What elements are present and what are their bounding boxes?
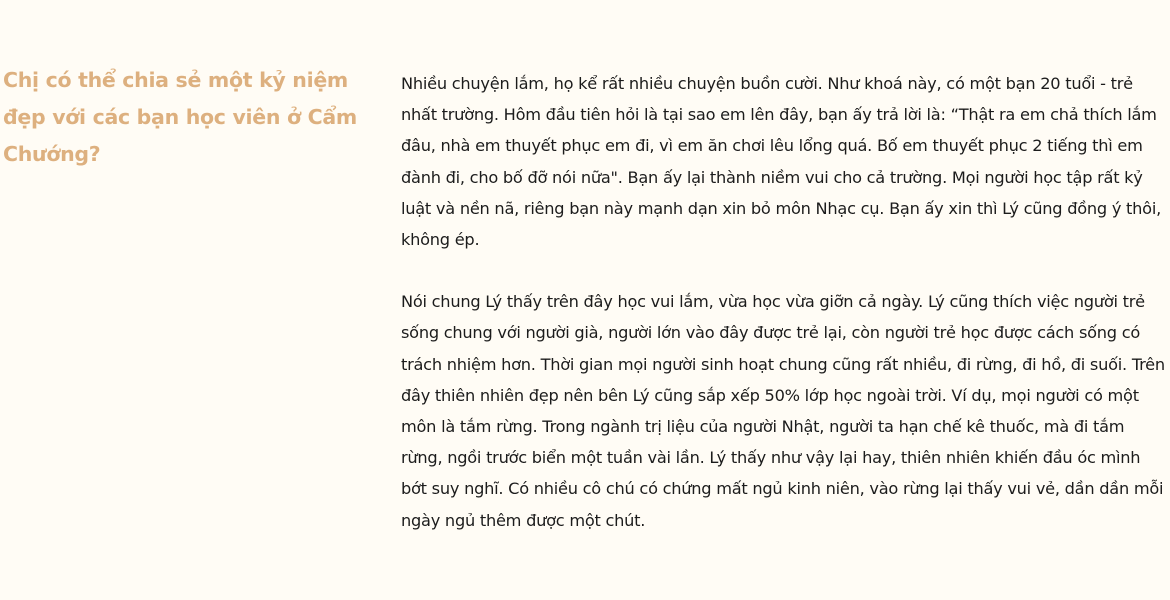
interview-answer [401,68,1167,536]
answer-paragraph: Nhiều chuyện lắm, họ kể rất nhiều chuyện buồn cười. Như khoá này, có một bạn 20 tuổi - trẻ nhất trường. Hôm đầu tiên hỏi là tại sao em lên đây, bạn ấy trả lời là: “Thật ra em chả thích lắm đâu, nhà em thuyết phục em đi, vì em ăn chơi lêu lổng quá. Bố em thuyết phục 2 tiếng thì em đành đi, cho bố đỡ nói nữa". Bạn ấy lại thành niềm vui cho cả trường. Mọi người học tập rất kỷ luật và nền nã, riêng bạn này mạnh dạn xin bỏ môn Nhạc cụ. Bạn ấy xin thì Lý cũng đồng ý thôi, không ép. [401,74,1161,250]
interview-question: Chị có thể chia sẻ một kỷ niệm đẹp với các bạn học viên ở Cẩm Chướng? [3,68,357,166]
answer-paragraph: Nói chung Lý thấy trên đây học vui lắm, vừa học vừa giỡn cả ngày. Lý cũng thích việc người trẻ sống chung với người già, người lớn vào đây được trẻ lại, còn người trẻ học được cách sống có trách nhiệm hơn. Thời gian mọi người sinh hoạt chung cũng rất nhiều, đi rừng, đi hồ, đi suối. Trên đây thiên nhiên đẹp nên bên Lý cũng sắp xếp 50% lớp học ngoài trời. Ví dụ, mọi người có một môn là tắm rừng. Trong ngành trị liệu của người Nhật, người ta hạn chế kê thuốc, mà đi tắm rừng, ngồi trước biển một tuần vài lần. Lý thấy như vậy lại hay, thiên nhiên khiến đầu óc mình bớt suy nghĩ. Có nhiều cô chú có chứng mất ngủ kinh niên, vào rừng lại thấy vui vẻ, dần dần mỗi ngày ngủ thêm được một chút. [401,292,1165,530]
